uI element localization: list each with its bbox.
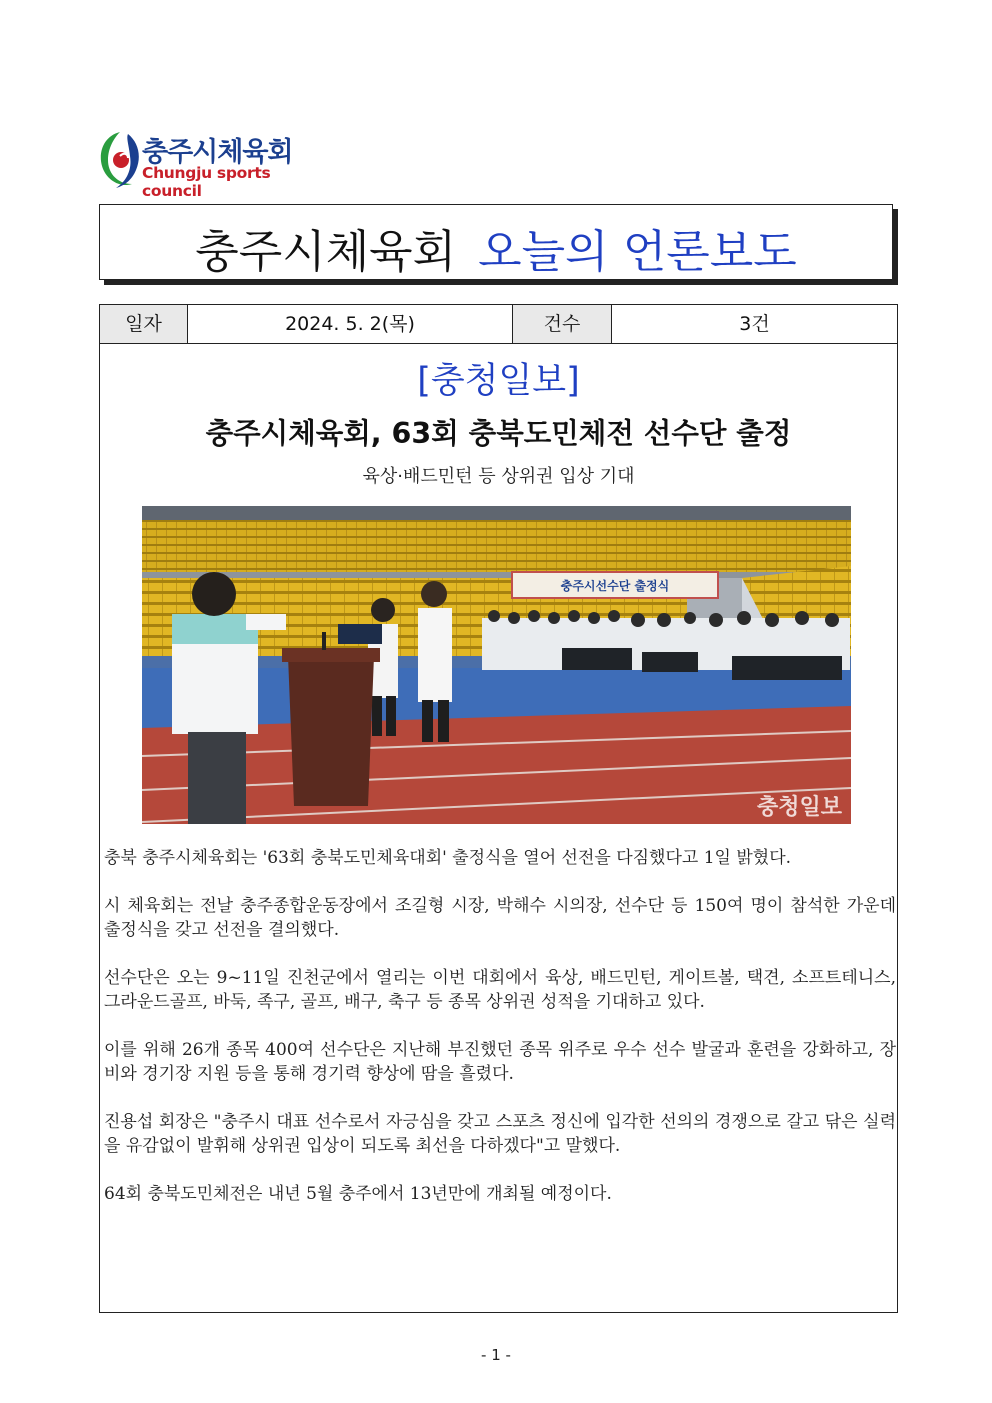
date-label: 일자: [100, 305, 188, 343]
article-paragraph: 시 체육회는 전날 충주종합운동장에서 조길형 시장, 박해수 시의장, 선수단 등 150여 명이 참석한 가운데 출정식을 갖고 선전을 결의했다.: [104, 896, 896, 940]
count-value: 3건: [739, 313, 770, 335]
page-number: - 1 -: [481, 1346, 511, 1364]
photo-watermark: 충청일보: [756, 795, 842, 820]
count-label: 건수: [513, 305, 612, 343]
article-paragraph: 64회 충북도민체전은 내년 5월 충주에서 13년만에 개최될 예정이다.: [104, 1184, 612, 1204]
org-emblem-icon: [98, 128, 142, 190]
date-value: 2024. 5. 2(목): [188, 305, 513, 343]
org-logo: [98, 128, 318, 200]
article-paragraph: 충북 충주시체육회는 '63회 충북도민체육대회' 출정식을 열어 선전을 다짐했다고 1일 밝혔다.: [104, 848, 792, 868]
article-photo: [142, 506, 851, 824]
article-headline: 충주시체육회, 63회 충북도민체전 선수단 출정: [205, 417, 792, 450]
report-info-table: [100, 305, 897, 344]
article-paragraph: 진용섭 회장은 "충주시 대표 선수로서 자긍심을 갖고 스포츠 정신에 입각한 선의의 경쟁으로 갈고 닦은 실력을 유감없이 발휘해 상위권 입상이 되도록 최선을 다하겠다"고 말했다.: [104, 1112, 896, 1156]
article-body: [104, 846, 896, 1230]
report-title-banner: [99, 204, 893, 280]
org-name-english: Chungju sports council: [142, 164, 271, 200]
article-paragraph: 선수단은 오는 9~11일 진천군에서 열리는 이번 대회에서 육상, 배드민턴, 게이트볼, 택견, 소프트테니스, 그라운드골프, 바둑, 족구, 골프, 배구, 축구 등 종목 상위권 성적을 기대하고 있다.: [104, 968, 896, 1012]
report-title-subject: 오늘의 언론보도: [478, 225, 797, 278]
org-name-korean: 충주시체육회: [142, 137, 293, 168]
photo-banner-text: 충주시선수단 출정식: [560, 579, 670, 593]
article-subheadline: 육상·배드민턴 등 상위권 입상 기대: [362, 466, 635, 487]
article-paragraph: 이를 위해 26개 종목 400여 선수단은 지난해 부진했던 종목 위주로 우수 선수 발굴과 훈련을 강화하고, 장비와 경기장 지원 등을 통해 경기력 향상에 땀을 흘렸다.: [104, 1040, 896, 1084]
report-title-org: 충주시체육회: [195, 225, 457, 278]
report-frame: [99, 304, 898, 1313]
news-source: [충청일보]: [417, 361, 580, 401]
